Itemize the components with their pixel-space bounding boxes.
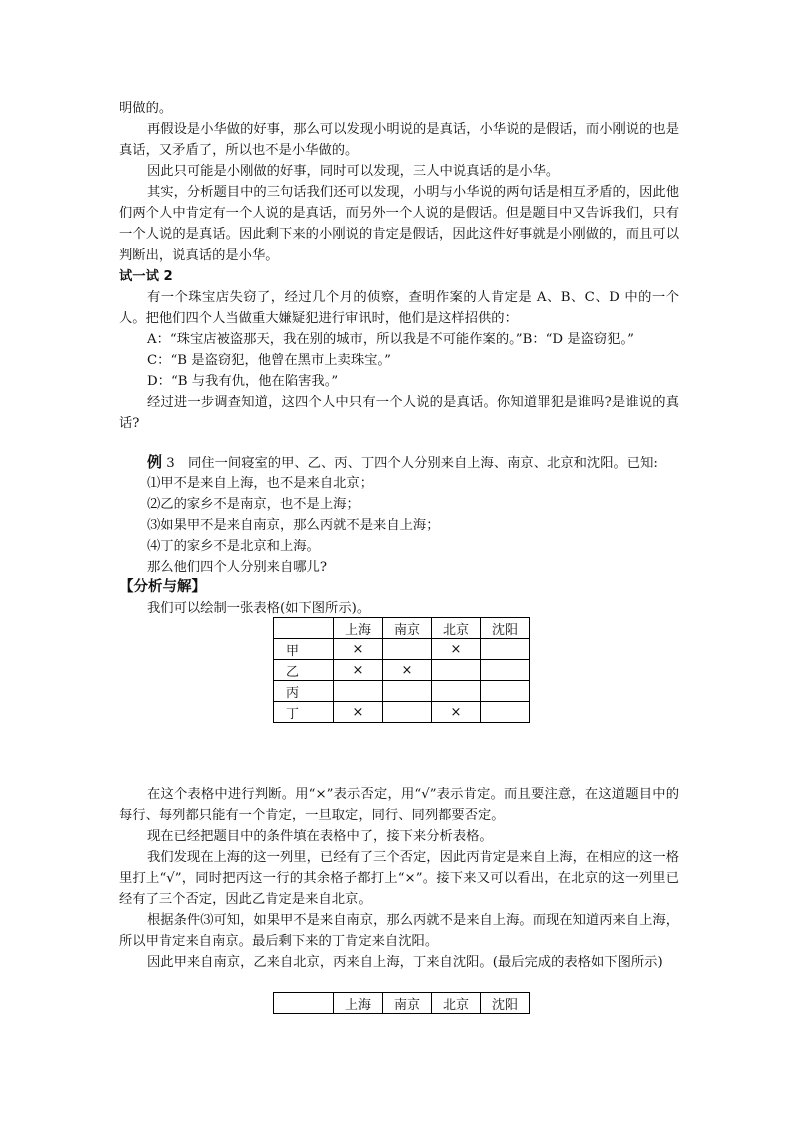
table-cell [481,639,530,660]
table-cell: × [383,660,432,681]
table-row [274,639,530,660]
table-cell [383,681,432,702]
table-header-cell: 沈阳 [481,618,530,639]
condition-3: ⑶如果甲不是来自南京，那么丙就不是来自上海； [147,518,440,533]
table-header-row [274,618,530,639]
table-header-cell: 南京 [383,618,432,639]
table-row [274,681,530,702]
table-corner-cell [274,618,334,639]
table-cell [481,681,530,702]
condition-1: ⑴甲不是来自上海，也不是来自北京； [147,476,374,491]
analysis-heading: 【分析与解】 [119,579,206,595]
table-cell [481,660,530,681]
paragraph-analysis: 其实，分析题目中的三句话我们还可以发现，小明与小华说的两句话是相互矛盾的，因此他们两个人中肯定有一个人说的是真话，而另外一个人说的是假话。但是题目中又告诉我们，只有一个人说的是真话。因此剩下来的小刚说的肯定是假话，因此这件好事就是小刚做的，而且可以判断出，说真话的是小华。 [119,185,679,263]
deduction-table [273,617,530,723]
table-header-cell: 北京 [432,993,481,1014]
try-title: 试一试 2 [119,269,173,284]
table-cell [481,702,530,723]
table-header-cell: 南京 [383,993,432,1014]
table-row-label: 丙 [274,681,334,702]
analysis-paragraph-4: 根据条件⑶可知，如果甲不是来自南京，那么丙就不是来自上海。而现在知道丙来自上海，所以甲肯定来自南京。最后剩下来的丁肯定来自沈阳。 [119,913,679,949]
table-row [274,660,530,681]
table-corner-cell [274,993,334,1014]
table-cell [432,660,481,681]
condition-2: ⑵乙的家乡不是南京，也不是上海； [147,497,360,512]
table-cell [334,681,383,702]
table-cell [383,702,432,723]
paragraph-assume-xiaohua: 再假设是小华做的好事，那么可以发现小明说的是真话，小华说的是假话，而小刚说的也是真话，又矛盾了，所以也不是小华做的。 [119,122,679,158]
table-header-cell: 沈阳 [481,993,530,1014]
table-header-cell: 上海 [334,618,383,639]
statement-a-b: A：“珠宝店被盗那天，我在别的城市，所以我是不可能作案的。”B：“D 是盗窃犯。” [147,332,634,347]
example-label: 例 [147,453,163,471]
table-cell: × [334,702,383,723]
example-text: 3 同住一间寝室的甲、乙、丙、丁四个人分别来自上海、南京、北京和沈阳。已知: [166,456,658,471]
table-row [274,702,530,723]
statement-d: D：“B 与我有仇，他在陷害我。” [147,374,339,389]
statement-c: C：“B 是盗窃犯，他曾在黑市上卖珠宝。” [147,353,391,368]
paragraph-jewelry-case: 有一个珠宝店失窃了，经过几个月的侦察，查明作案的人肯定是 A、B、C、D 中的一个人。把他们四个人当做重大嫌疑犯进行审讯时，他们是这样招供的： [119,290,679,326]
table-cell: × [432,639,481,660]
table-cell: × [432,702,481,723]
paragraph-conclusion: 因此只可能是小刚做的好事，同时可以发现，三人中说真话的是小华。 [147,164,560,179]
table-cell [432,681,481,702]
table-row-label: 丁 [274,702,334,723]
table-cell [383,639,432,660]
final-table [273,992,530,1014]
example-question: 那么他们四个人分别来自哪儿? [147,560,327,575]
analysis-paragraph-5: 因此甲来自南京，乙来自北京，丙来自上海，丁来自沈阳。(最后完成的表格如下图所示) [147,955,663,970]
table-cell: × [334,639,383,660]
table-cell: × [334,660,383,681]
analysis-paragraph-1: 在这个表格中进行判断。用“×”表示否定，用“√”表示肯定。而且要注意，在这道题目中的每行、每列都只能有一个肯定，一旦取定，同行、同列都要否定。 [119,787,679,823]
analysis-paragraph-3: 我们发现在上海的这一列里，已经有了三个否定，因此丙肯定是来自上海，在相应的这一格里打上“√”，同时把丙这一行的其余格子都打上“×”。接下来又可以看出，在北京的这一列里已经有了三个否定，因此乙肯定是来自北京。 [119,850,679,907]
table-row-label: 甲 [274,639,334,660]
example-heading [147,452,658,474]
paragraph-continuation: 明做的。 [119,101,173,116]
table-header-row [274,993,530,1014]
table-header-cell: 上海 [334,993,383,1014]
table-header-cell: 北京 [432,618,481,639]
table-row-label: 乙 [274,660,334,681]
analysis-paragraph-2: 现在已经把题目中的条件填在表格中了，接下来分析表格。 [147,829,493,844]
analysis-intro: 我们可以绘制一张表格(如下图所示)。 [147,601,371,616]
paragraph-question: 经过进一步调查知道，这四个人中只有一个人说的是真话。你知道罪犯是谁吗?是谁说的真话? [119,395,679,431]
condition-4: ⑷丁的家乡不是北京和上海。 [147,539,320,554]
